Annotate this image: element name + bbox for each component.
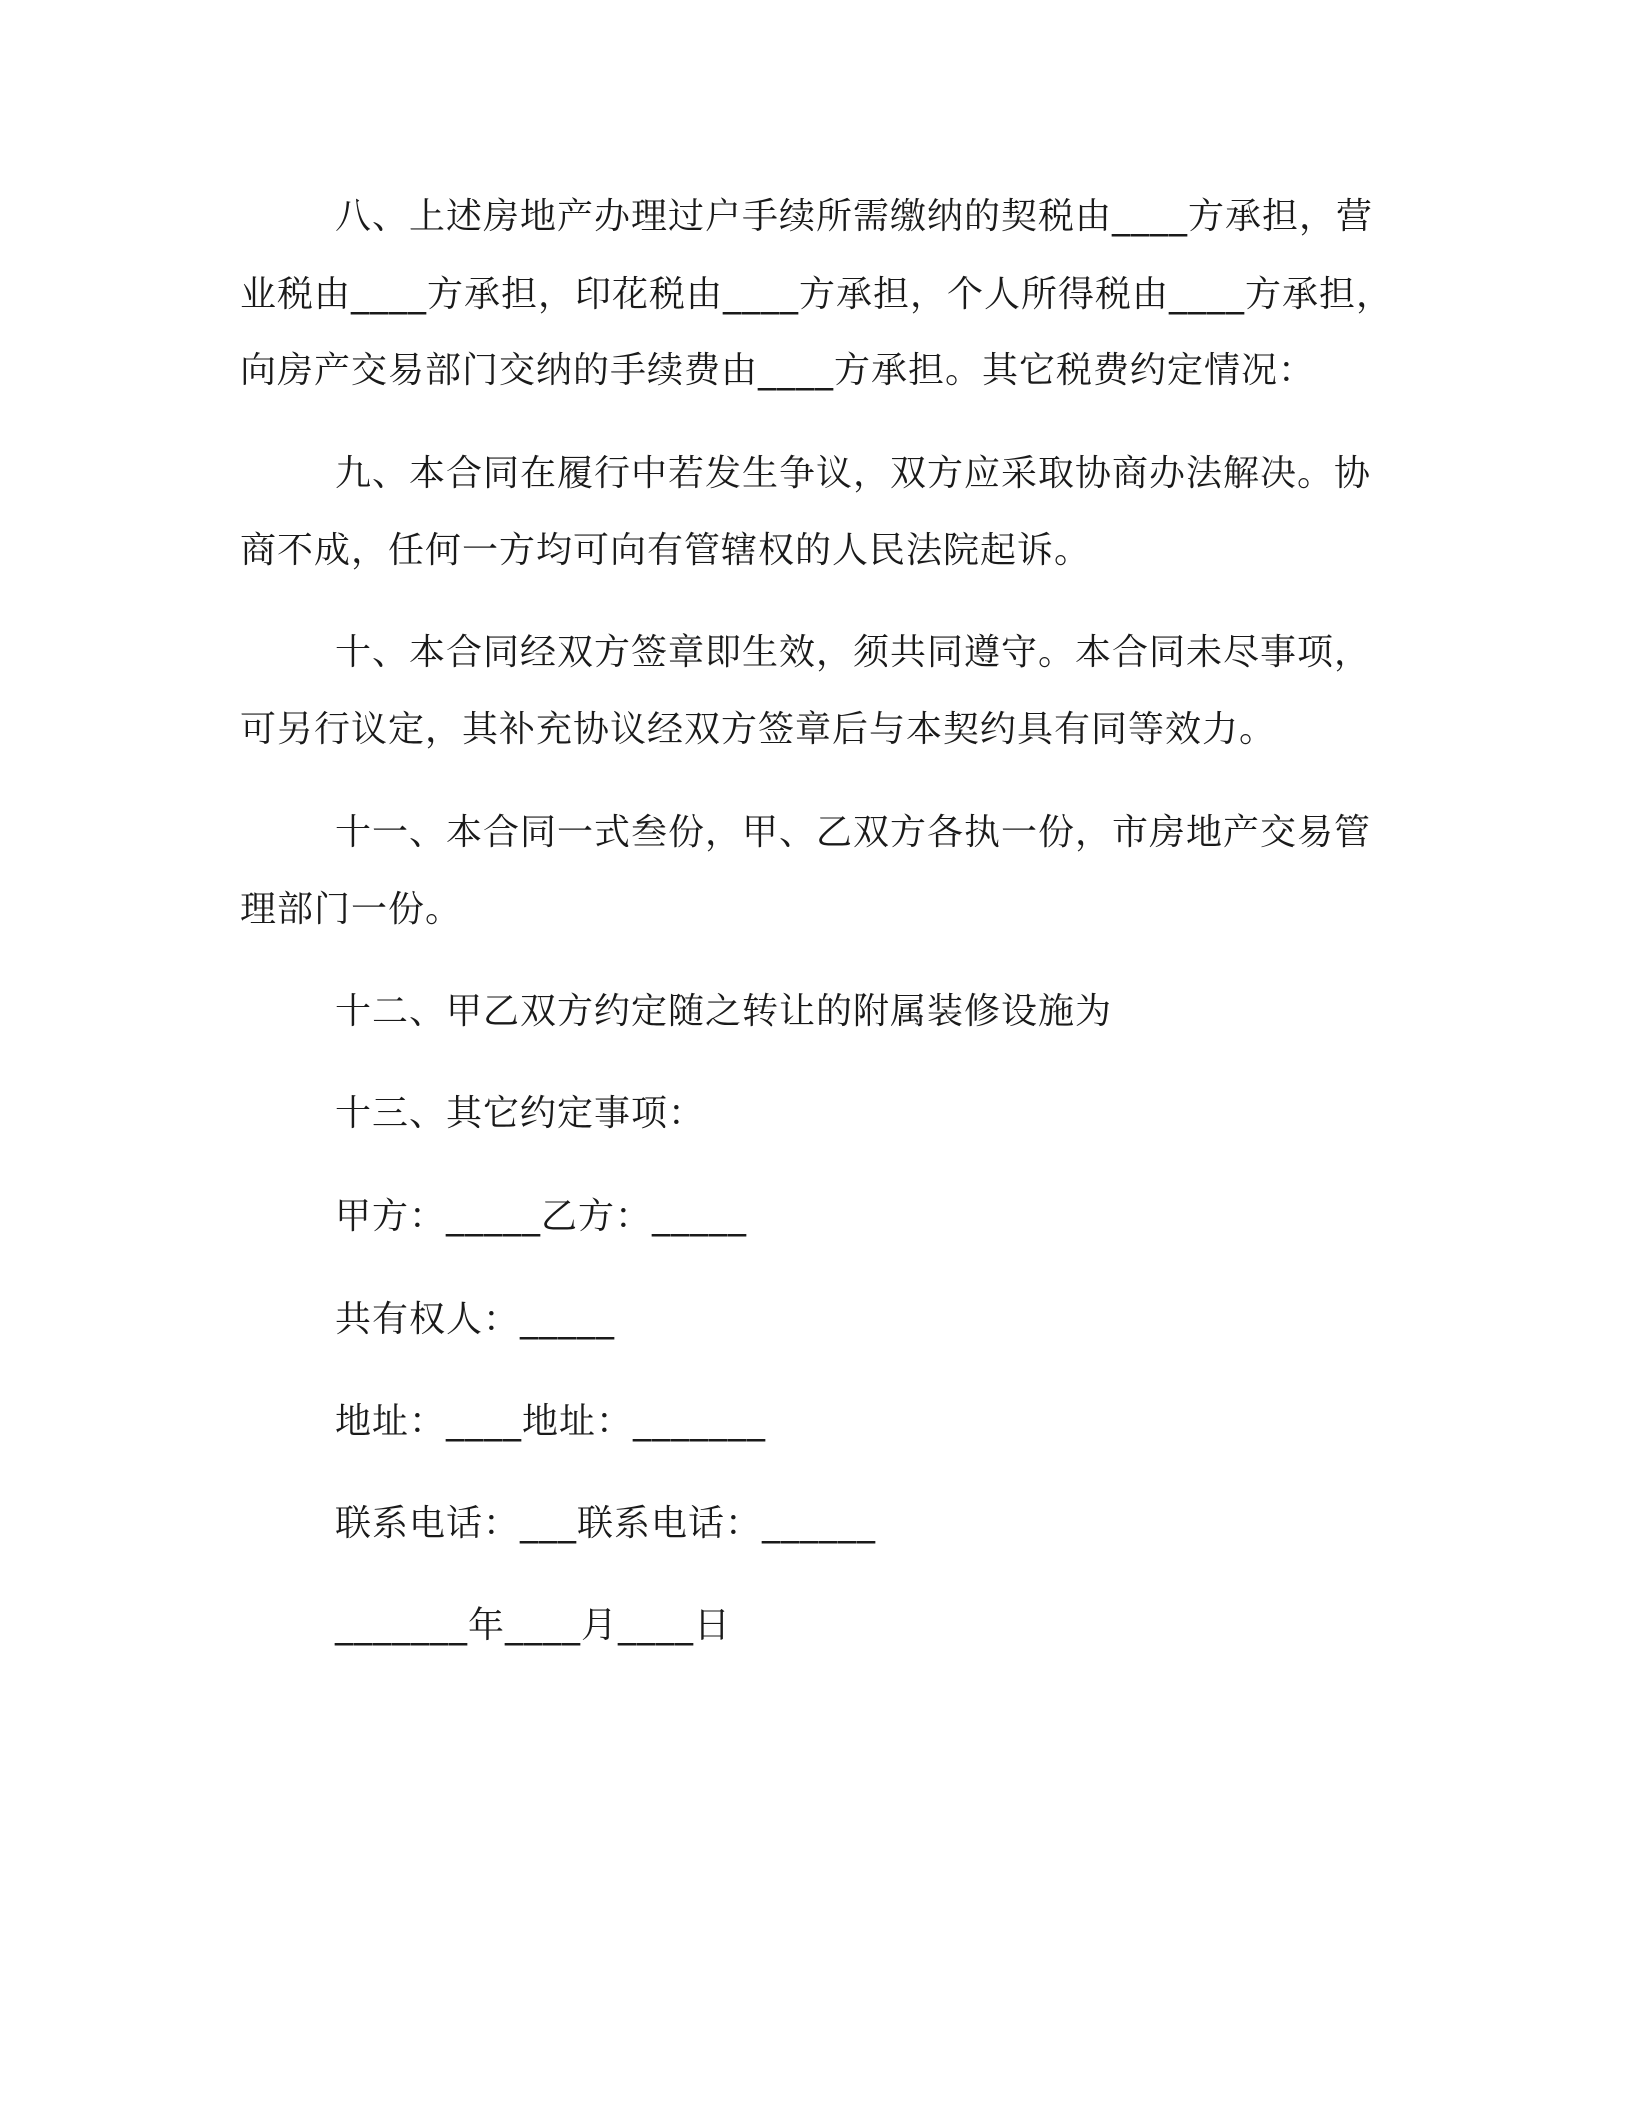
signature-parties: 甲方：_____乙方：_____ (335, 1196, 748, 1237)
signature-co-owner: 共有权人：_____ (335, 1299, 616, 1340)
signature-address: 地址：____地址：_______ (335, 1401, 767, 1442)
clause-8-line-3: 向房产交易部门交纳的手续费由____方承担。其它税费约定情况： (240, 350, 1316, 391)
clause-9-line-1: 九、本合同在履行中若发生争议，双方应采取协商办法解决。协 (335, 453, 1372, 494)
clause-11-line-2: 理部门一份。 (240, 889, 463, 930)
clause-9-line-2: 商不成，任何一方均可向有管辖权的人民法院起诉。 (240, 530, 1092, 571)
clause-11-line-1: 十一、本合同一式叁份，甲、乙双方各执一份，市房地产交易管 (335, 812, 1372, 853)
clause-12: 十二、甲乙双方约定随之转让的附属装修设施为 (335, 991, 1113, 1032)
clause-8-line-2: 业税由____方承担，印花税由____方承担，个人所得税由____方承担， (240, 274, 1394, 315)
signature-phone: 联系电话：___联系电话：______ (335, 1503, 877, 1544)
clause-8-line-1: 八、上述房地产办理过户手续所需缴纳的契税由____方承担，营 (335, 196, 1374, 237)
clause-13: 十三、其它约定事项： (335, 1093, 706, 1134)
clause-10-line-2: 可另行议定，其补充协议经双方签章后与本契约具有同等效力。 (240, 709, 1277, 750)
clause-10-line-1: 十、本合同经双方签章即生效，须共同遵守。本合同未尽事项， (335, 632, 1372, 673)
signature-date: _______年____月____日 (335, 1605, 732, 1646)
